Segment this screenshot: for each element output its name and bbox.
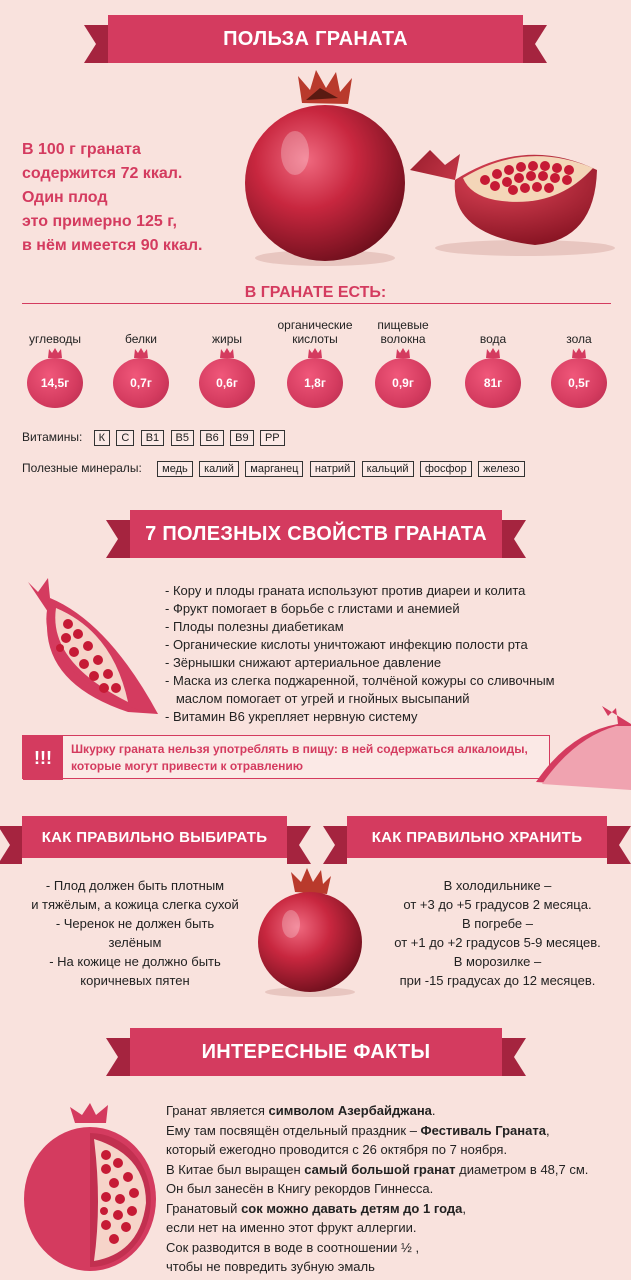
- choose-line: - На кожице не должно быть: [49, 954, 221, 969]
- fact-line: В Китае был выращен самый большой гранат диаметром в 48,7 см.: [166, 1161, 589, 1177]
- fact-highlight: символом Азербайджана: [268, 1103, 432, 1118]
- nutrient-label: углеводы: [28, 332, 82, 346]
- store-line: от +1 до +2 градусов 5-9 месяцев.: [394, 935, 601, 950]
- property-item: - Фрукт помогает в борьбе с глистами и анемией: [165, 601, 460, 616]
- nutrient-value: 14,5г: [27, 358, 83, 408]
- nutrient-item: [544, 316, 614, 408]
- mineral-tag: натрий: [310, 461, 355, 477]
- pomegranate-icon: [551, 352, 607, 408]
- intro-text: [22, 138, 202, 258]
- choose-ribbon: [22, 816, 287, 858]
- cut-pomegranate-image: [405, 140, 615, 260]
- mineral-tag: железо: [478, 461, 524, 477]
- store-line: при -15 градусах до 12 месяцев.: [399, 973, 596, 988]
- fact-line: Гранатовый сок можно давать детям до 1 года,: [166, 1200, 466, 1216]
- fact-line: Сок разводится в воде в соотношении ½ ,: [166, 1239, 420, 1255]
- nutrient-value: 0,7г: [113, 358, 169, 408]
- choose-line: - Черенок не должен быть: [55, 916, 215, 931]
- vitamin-tag: РР: [260, 430, 285, 446]
- properties-ribbon: [130, 510, 502, 558]
- choose-line: коричневых пятен: [80, 973, 190, 988]
- vitamins-row: [22, 430, 288, 446]
- pomegranate-slice-right-image: [530, 702, 631, 798]
- mineral-tag: кальций: [362, 461, 414, 477]
- facts-text: [166, 1101, 588, 1277]
- vitamin-tag: В5: [171, 430, 194, 446]
- pomegranate-icon: [465, 352, 521, 408]
- vitamin-tag: С: [116, 430, 134, 446]
- property-item: - Зёрнышки снижают артериальное давление: [165, 655, 442, 670]
- nutrient-value: 1,8г: [287, 358, 343, 408]
- warning-mark: !!!: [23, 736, 63, 780]
- store-line: В морозилке –: [453, 954, 542, 969]
- vitamin-tag: В9: [230, 430, 253, 446]
- pomegranate-slice-image: [18, 572, 166, 720]
- fact-highlight: Фестиваль Граната: [420, 1122, 546, 1138]
- nutrient-item: [368, 316, 438, 408]
- nutrient-value: 0,6г: [199, 358, 255, 408]
- whole-pomegranate-small-image: [255, 868, 365, 998]
- nutrient-label: вода: [479, 332, 507, 346]
- choose-line: и тяжёлым, а кожица слегка сухой: [31, 897, 239, 912]
- fact-line: если нет на именно этот фрукт аллергии.: [166, 1220, 417, 1235]
- pomegranate-icon: [27, 352, 83, 408]
- nutrient-item: [106, 316, 176, 408]
- pomegranate-icon: [375, 352, 431, 408]
- page-title: ПОЛЬЗА ГРАНАТА: [223, 27, 408, 50]
- nutrient-item: [192, 316, 262, 408]
- property-item: - Маска из слегка поджаренной, толчёной кожуры со сливочным: [165, 673, 555, 688]
- intro-line: в нём имеется 90 ккал.: [22, 237, 203, 254]
- fact-highlight: сок можно давать детям до 1 года: [241, 1200, 463, 1216]
- fact-highlight: самый большой гранат: [304, 1161, 456, 1177]
- choose-title: КАК ПРАВИЛЬНО ВЫБИРАТЬ: [41, 828, 268, 846]
- store-line: В погребе –: [462, 916, 533, 931]
- fact-line: который ежегодно проводится с 26 октября по 7 ноября.: [166, 1142, 508, 1157]
- nutrient-value: 0,5г: [551, 358, 607, 408]
- store-text: [370, 876, 625, 990]
- property-item: - Плоды полезны диабетикам: [165, 619, 344, 634]
- fact-line: Он был занесён в Книгу рекордов Гиннесса.: [166, 1181, 434, 1196]
- pomegranate-icon: [287, 352, 343, 408]
- nutrient-value: 81г: [465, 358, 521, 408]
- pomegranate-icon: [113, 352, 169, 408]
- pomegranate-icon: [199, 352, 255, 408]
- half-pomegranate-image: [20, 1103, 160, 1273]
- vitamin-tag: К: [94, 430, 110, 446]
- intro-line: содержится 72 ккал.: [22, 165, 183, 182]
- properties-list: [165, 582, 555, 726]
- fact-line: чтобы не повредить зубную эмаль: [166, 1259, 375, 1274]
- store-line: В холодильнике –: [443, 878, 552, 893]
- facts-title: ИНТЕРЕСНЫЕ ФАКТЫ: [201, 1040, 431, 1063]
- properties-title: 7 ПОЛЕЗНЫХ СВОЙСТВ ГРАНАТА: [145, 522, 487, 545]
- minerals-label: Полезные минералы:: [22, 461, 142, 475]
- property-item: - Витамин В6 укрепляет нервную систему: [165, 709, 418, 724]
- header-ribbon: [108, 15, 523, 63]
- facts-ribbon: [130, 1028, 502, 1076]
- fact-line: Ему там посвящён отдельный праздник – Фестиваль Граната,: [166, 1122, 550, 1138]
- store-ribbon: [347, 816, 607, 858]
- nutrient-item: [20, 316, 90, 408]
- nutrient-item: [458, 316, 528, 408]
- warning-text: Шкурку граната нельзя употреблять в пищу: в ней содержаться алкалоиды, которые могут привести к отравлению: [71, 742, 528, 773]
- vitamin-tag: В6: [200, 430, 223, 446]
- vitamins-label: Витамины:: [22, 430, 83, 444]
- mineral-tag: марганец: [245, 461, 303, 477]
- fact-line: Гранат является символом Азербайджана.: [166, 1103, 436, 1118]
- store-line: от +3 до +5 градусов 2 месяца.: [403, 897, 592, 912]
- store-title: КАК ПРАВИЛЬНО ХРАНИТЬ: [371, 828, 583, 846]
- nutrient-label: белки: [125, 332, 157, 346]
- mineral-tag: фосфор: [420, 461, 472, 477]
- property-item: маслом помогает от угрей и гнойных высыпаний: [165, 691, 470, 706]
- nutrient-label: зола: [566, 332, 592, 346]
- choose-line: зелёным: [108, 935, 162, 950]
- nutrient-label: органические кислоты: [277, 318, 353, 346]
- mineral-tag: медь: [157, 461, 193, 477]
- minerals-row: [22, 461, 528, 477]
- choose-text: [10, 876, 260, 990]
- nutrient-value: 0,9г: [375, 358, 431, 408]
- intro-line: В 100 г граната: [22, 141, 141, 158]
- nutrient-item: [277, 316, 353, 408]
- property-item: - Органические кислоты уничтожают инфекцию полости рта: [165, 637, 528, 652]
- vitamin-tag: В1: [141, 430, 164, 446]
- mineral-tag: калий: [199, 461, 239, 477]
- warning-box: [22, 735, 550, 779]
- nutrient-label: жиры: [211, 332, 243, 346]
- choose-line: - Плод должен быть плотным: [45, 878, 225, 893]
- intro-line: Один плод: [22, 189, 108, 206]
- intro-line: это примерно 125 г,: [22, 213, 177, 230]
- nutrient-label: пищевые волокна: [377, 318, 429, 346]
- property-item: - Кору и плоды граната используют против диареи и колита: [165, 583, 526, 598]
- composition-title: В ГРАНАТЕ ЕСТЬ:: [244, 284, 387, 301]
- divider: [22, 303, 611, 304]
- whole-pomegranate-image: [240, 68, 410, 268]
